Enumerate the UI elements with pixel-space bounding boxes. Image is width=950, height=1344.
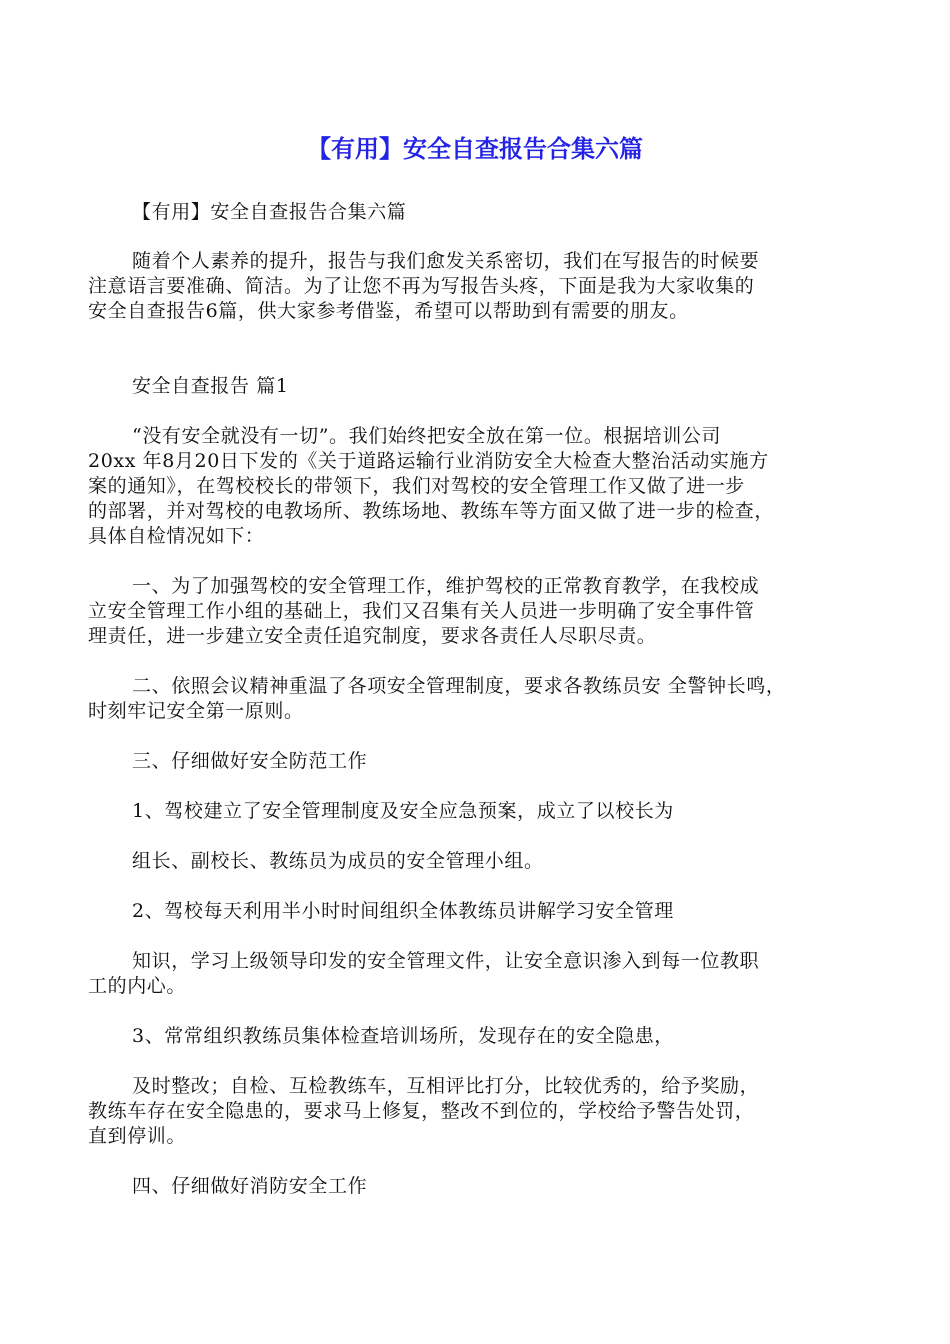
body-paragraph	[88, 1174, 864, 1199]
paragraph-line: 一、为了加强驾校的安全管理工作，维护驾校的正常教育教学，在我校成	[132, 575, 760, 597]
document-title: 【有用】安全自查报告合集六篇	[307, 135, 643, 163]
paragraph-line: 随着个人素养的提升，报告与我们愈发关系密切，我们在写报告的时候要	[132, 250, 760, 272]
section-heading	[88, 374, 864, 399]
body-paragraph	[88, 574, 864, 649]
paragraph-line: 20xx 年8月20日下发的《关于道路运输行业消防安全大检查大整治活动实施方	[88, 450, 769, 472]
body-paragraph	[88, 424, 864, 549]
paragraph-line: 四、仔细做好消防安全工作	[132, 1175, 368, 1197]
paragraph-line: 二、依照会议精神重温了各项安全管理制度，要求各教练员安 全警钟长鸣，	[132, 675, 786, 697]
paragraph-line: 【有用】安全自查报告合集六篇	[132, 201, 407, 223]
paragraph-line: 组长、副校长、教练员为成员的安全管理小组。	[132, 850, 544, 872]
paragraph-line: 教练车存在安全隐患的，要求马上修复，整改不到位的，学校给予警告处罚，	[88, 1100, 755, 1122]
paragraph-line: 三、仔细做好安全防范工作	[132, 750, 368, 772]
body-paragraph	[88, 849, 864, 874]
body-paragraph	[88, 674, 864, 724]
paragraph-line: “没有安全就没有一切”。我们始终把安全放在第一位。根据培训公司	[132, 425, 722, 447]
paragraph-line: 及时整改；自检、互检教练车，互相评比打分，比较优秀的，给予奖励，	[132, 1075, 760, 1097]
paragraph-line: 注意语言要准确、简洁。为了让您不再为写报告头疼，下面是我为大家收集的	[88, 275, 755, 297]
paragraph-line: 时刻牢记安全第一原则。	[88, 700, 304, 722]
paragraph-line: 2、驾校每天利用半小时时间组织全体教练员讲解学习安全管理	[132, 900, 674, 922]
paragraph-line: 案的通知》，在驾校校长的带领下，我们对驾校的安全管理工作又做了进一步	[88, 475, 745, 497]
body-paragraph	[88, 899, 864, 924]
subtitle-paragraph	[88, 200, 864, 225]
paragraph-line: 理责任，进一步建立安全责任追究制度，要求各责任人尽职尽责。	[88, 625, 657, 647]
intro-paragraph	[88, 249, 864, 324]
paragraph-line: 的部署，并对驾校的电教场所、教练场地、教练车等方面又做了进一步的检查，	[88, 500, 775, 522]
paragraph-line: 1、驾校建立了安全管理制度及安全应急预案，成立了以校长为	[132, 800, 674, 822]
body-paragraph	[88, 1074, 864, 1149]
body-paragraph	[88, 1024, 864, 1049]
paragraph-line: 3、常常组织教练员集体检查培训场所，发现存在的安全隐患，	[132, 1025, 674, 1047]
paragraph-line: 具体自检情况如下：	[88, 525, 265, 547]
paragraph-line: 直到停训。	[88, 1125, 187, 1147]
paragraph-line: 知识，学习上级领导印发的安全管理文件，让安全意识渗入到每一位教职	[132, 950, 760, 972]
paragraph-line: 立安全管理工作小组的基础上，我们又召集有关人员进一步明确了安全事件管	[88, 600, 755, 622]
body-paragraph	[88, 799, 864, 824]
paragraph-line: 安全自查报告6篇，供大家参考借鉴，希望可以帮助到有需要的朋友。	[88, 300, 689, 322]
paragraph-line: 工的内心。	[88, 975, 187, 997]
body-paragraph	[88, 949, 864, 999]
section-heading-text: 安全自查报告 篇1	[132, 375, 289, 397]
body-paragraph	[88, 749, 864, 774]
